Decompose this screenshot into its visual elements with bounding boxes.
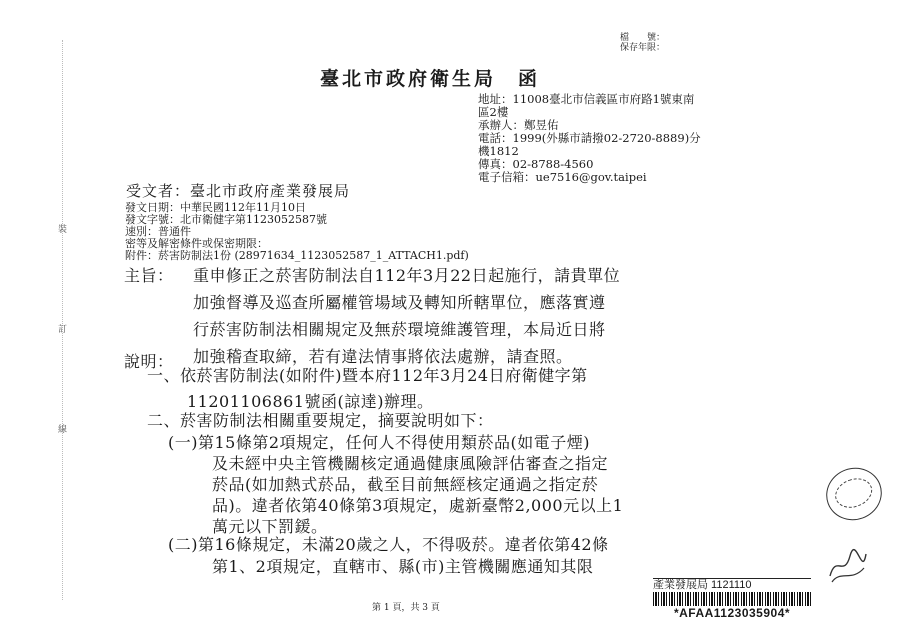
file-number-label: 檔 號：: [620, 33, 666, 43]
seal-stamp: [819, 460, 889, 528]
subject-label: 主旨：: [124, 266, 174, 285]
address-line-2: 區2樓: [478, 105, 509, 119]
retention-period-label: 保存年限：: [620, 43, 666, 53]
phone-line-2: 機1812: [478, 144, 519, 158]
barcode-text: *AFAA1123035904*: [673, 606, 791, 620]
margin-mark: 線: [58, 425, 68, 435]
page-indicator: 第 1 頁，共 3 頁: [372, 603, 440, 613]
explanation-sub-1-line: 品)。違者依第40條第3項規定，處新臺幣2,000元以上1: [212, 496, 624, 515]
officer: 承辦人：鄭昱佑: [478, 118, 559, 132]
phone-line-1: 電話：1999(外縣市請撥02-2720-8889)分: [478, 131, 701, 145]
margin-mark: 訂: [58, 325, 68, 335]
explanation-item-1-line: 一、依菸害防制法(如附件)暨本府112年3月24日府衛健字第: [147, 366, 588, 385]
receipt-stamp: [653, 578, 811, 592]
classification: 密等及解密條件或保密期限：: [125, 237, 268, 250]
issue-date: 發文日期：中華民國112年11月10日: [125, 201, 306, 214]
subject-line: 加強督導及巡查所屬權管場域及轉知所轄單位，應落實遵: [193, 293, 606, 312]
explanation-sub-1-line: 及未經中央主管機關核定通過健康風險評估審查之指定: [212, 454, 609, 473]
explanation-sub-1-line: 菸品(如加熱式菸品，截至目前無經核定通過之指定菸: [212, 475, 599, 494]
explanation-sub-1-line: 萬元以下罰鍰。: [212, 517, 328, 536]
explanation-item-2-head: 二、菸害防制法相關重要規定，摘要說明如下：: [147, 411, 494, 430]
barcode: [653, 592, 811, 606]
handwritten-mark: [826, 548, 870, 584]
address-line-1: 地址：11008臺北市信義區市府路1號東南: [478, 92, 695, 106]
receipt-stamp-text: 產業發展局 1121110: [653, 579, 752, 591]
subject-line: 加強稽查取締，若有違法情事將依法處辦，請查照。: [193, 347, 573, 366]
email: 電子信箱：ue7516@gov.taipei: [478, 170, 647, 184]
attachment: 附件：菸害防制法1份 (28971634_1123052587_1_ATTACH1.pdf): [125, 249, 469, 262]
explanation-sub-1-line: (一)第15條第2項規定，任何人不得使用類菸品(如電子煙): [168, 433, 591, 452]
margin-mark: 裝: [58, 225, 68, 235]
explanation-sub-2-line: 第1、2項規定，直轄市、縣(市)主管機關應通知其限: [212, 557, 594, 576]
speed: 速別：普通件: [125, 225, 191, 238]
fax: 傳真：02-8788-4560: [478, 157, 594, 171]
document-number: 發文字號：北市衛健字第1123052587號: [125, 213, 327, 226]
explanation-item-1-line: 11201106861號函(諒達)辦理。: [187, 392, 434, 411]
explanation-label: 說明：: [124, 352, 174, 371]
binding-line: [62, 40, 63, 600]
subject-line: 重申修正之菸害防制法自112年3月22日起施行，請貴單位: [193, 266, 621, 285]
receiver: 受文者：臺北市政府產業發展局: [126, 182, 351, 200]
explanation-sub-2-line: (二)第16條規定，未滿20歲之人，不得吸菸。違者依第42條: [168, 535, 609, 554]
subject-line: 行菸害防制法相關規定及無菸環境維護管理，本局近日將: [193, 320, 606, 339]
document-title: 臺北市政府衛生局 函: [320, 68, 541, 90]
